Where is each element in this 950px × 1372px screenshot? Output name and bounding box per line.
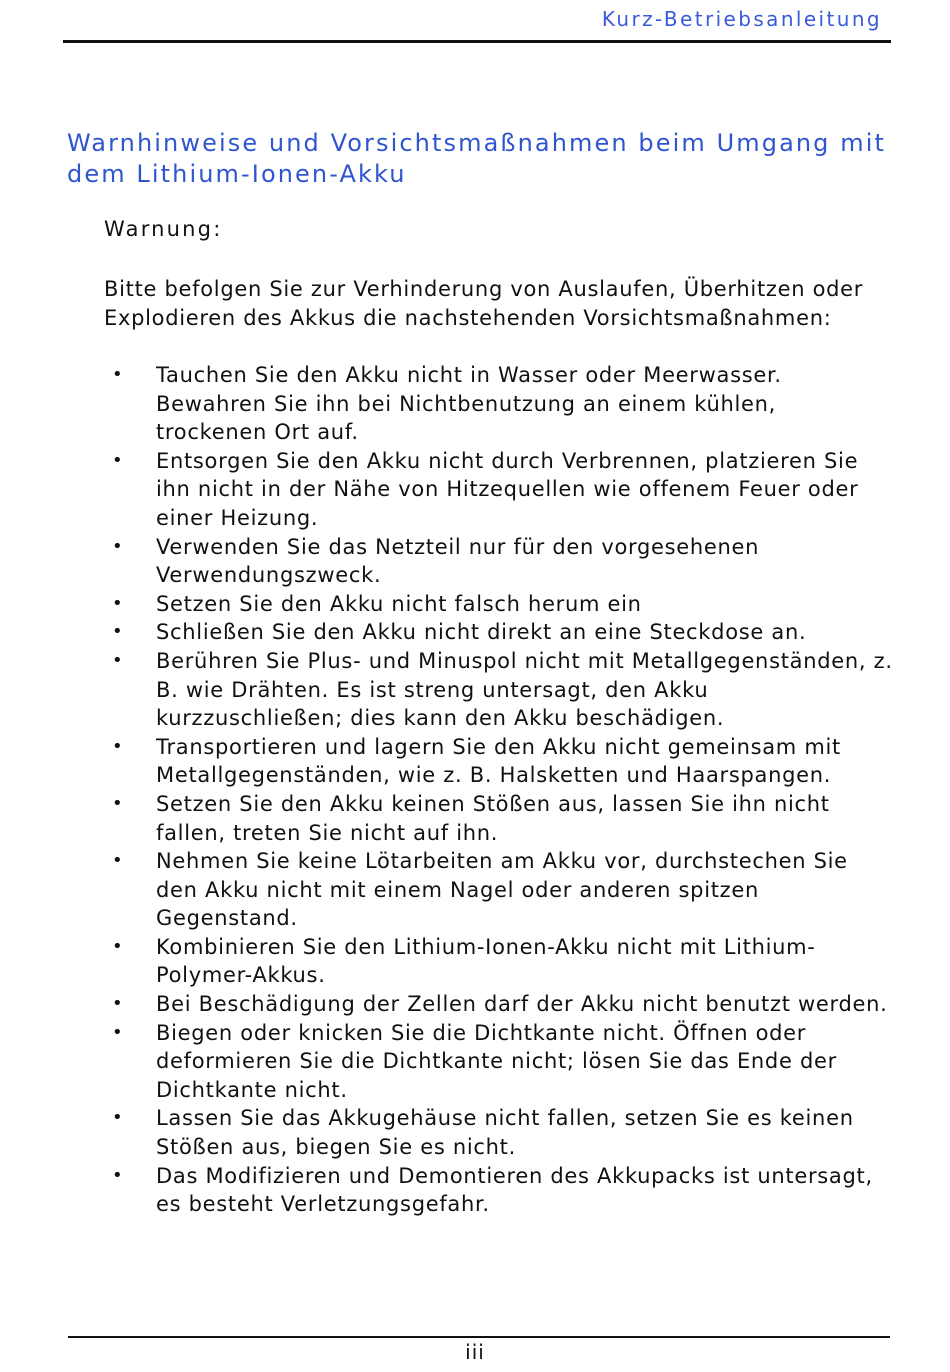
list-item	[104, 933, 894, 990]
bullet-icon: •	[112, 735, 124, 757]
bullet-icon: •	[112, 792, 124, 814]
list-item	[104, 990, 894, 1019]
list-item-text: Bei Beschädigung der Zellen darf der Akku nicht benutzt werden.	[156, 992, 888, 1017]
list-item	[104, 618, 894, 647]
list-item-text: Entsorgen Sie den Akku nicht durch Verbrennen, platzieren Sie ihn nicht in der Nähe von Hitzequellen wie offenem Feuer oder einer Heizung.	[156, 448, 859, 530]
bullet-icon: •	[112, 649, 124, 671]
list-item-text: Setzen Sie den Akku keinen Stößen aus, lassen Sie ihn nicht fallen, treten Sie nicht auf ihn.	[156, 791, 830, 845]
list-item	[104, 447, 894, 533]
footer-divider	[68, 1336, 890, 1338]
bullet-icon: •	[112, 621, 124, 643]
bullet-icon: •	[112, 364, 124, 385]
header-divider	[63, 40, 891, 43]
list-item	[104, 533, 894, 590]
list-item-text: Biegen oder knicken Sie die Dichtkante nicht. Öffnen oder deformieren Sie die Dichtkante nicht; lösen Sie das Ende der Dichtkante nicht.	[156, 1020, 837, 1102]
bullet-icon: •	[112, 935, 124, 957]
list-item	[104, 1019, 894, 1105]
list-item	[104, 1162, 894, 1219]
list-item-text: Tauchen Sie den Akku nicht in Wasser oder Meerwasser. Bewahren Sie ihn bei Nichtbenutzung an einem kühlen, trockenen Ort auf.	[156, 363, 782, 445]
list-item	[104, 590, 894, 619]
list-item	[104, 361, 894, 447]
warning-label: Warnung:	[104, 217, 223, 241]
bullet-icon: •	[112, 592, 124, 614]
list-item-text: Nehmen Sie keine Lötarbeiten am Akku vor, durchstechen Sie den Akku nicht mit einem Nagel oder anderen spitzen Gegenstand.	[156, 849, 848, 931]
list-item	[104, 733, 894, 790]
bullet-icon: •	[112, 1021, 124, 1043]
intro-paragraph: Bitte befolgen Sie zur Verhinderung von Auslaufen, Überhitzen oder Explodieren des Akkus die nachstehenden Vorsichtsmaßnahmen:	[104, 277, 864, 330]
list-item-text: Lassen Sie das Akkugehäuse nicht fallen, setzen Sie es keinen Stößen aus, biegen Sie es nicht.	[156, 1106, 854, 1160]
list-item	[104, 847, 894, 933]
list-item	[104, 1104, 894, 1161]
list-item-text: Kombinieren Sie den Lithium-Ionen-Akku nicht mit Lithium-Polymer-Akkus.	[156, 934, 816, 988]
bullet-icon: •	[112, 1107, 124, 1129]
list-item-text: Transportieren und lagern Sie den Akku nicht gemeinsam mit Metallgegenständen, wie z. B. Halsketten und Haarspangen.	[156, 734, 841, 788]
list-item	[104, 790, 894, 847]
page-number: iii	[465, 1340, 485, 1364]
bullet-icon: •	[112, 1164, 124, 1186]
bullet-icon: •	[112, 535, 124, 557]
precaution-list	[104, 361, 894, 1219]
list-item	[104, 647, 894, 733]
section-heading: Warnhinweise und Vorsichtsmaßnahmen beim Umgang mit dem Lithium-Ionen-Akku	[67, 129, 887, 188]
running-header-title: Kurz-Betriebsanleitung	[601, 7, 882, 31]
list-item-text: Schließen Sie den Akku nicht direkt an eine Steckdose an.	[156, 620, 807, 645]
bullet-icon: •	[112, 850, 124, 872]
bullet-icon: •	[112, 993, 124, 1015]
list-item-text: Berühren Sie Plus- und Minuspol nicht mit Metallgegenständen, z. B. wie Drähten. Es ist streng untersagt, den Akku kurzzuschließen; dies kann den Akku beschädigen.	[156, 648, 893, 731]
bullet-icon: •	[112, 449, 124, 471]
list-item-text: Verwenden Sie das Netzteil nur für den vorgesehenen Verwendungszweck.	[156, 534, 760, 588]
list-item-text: Das Modifizieren und Demontieren des Akkupacks ist untersagt, es besteht Verletzungsgefahr.	[156, 1163, 873, 1217]
list-item-text: Setzen Sie den Akku nicht falsch herum ein	[156, 591, 642, 616]
